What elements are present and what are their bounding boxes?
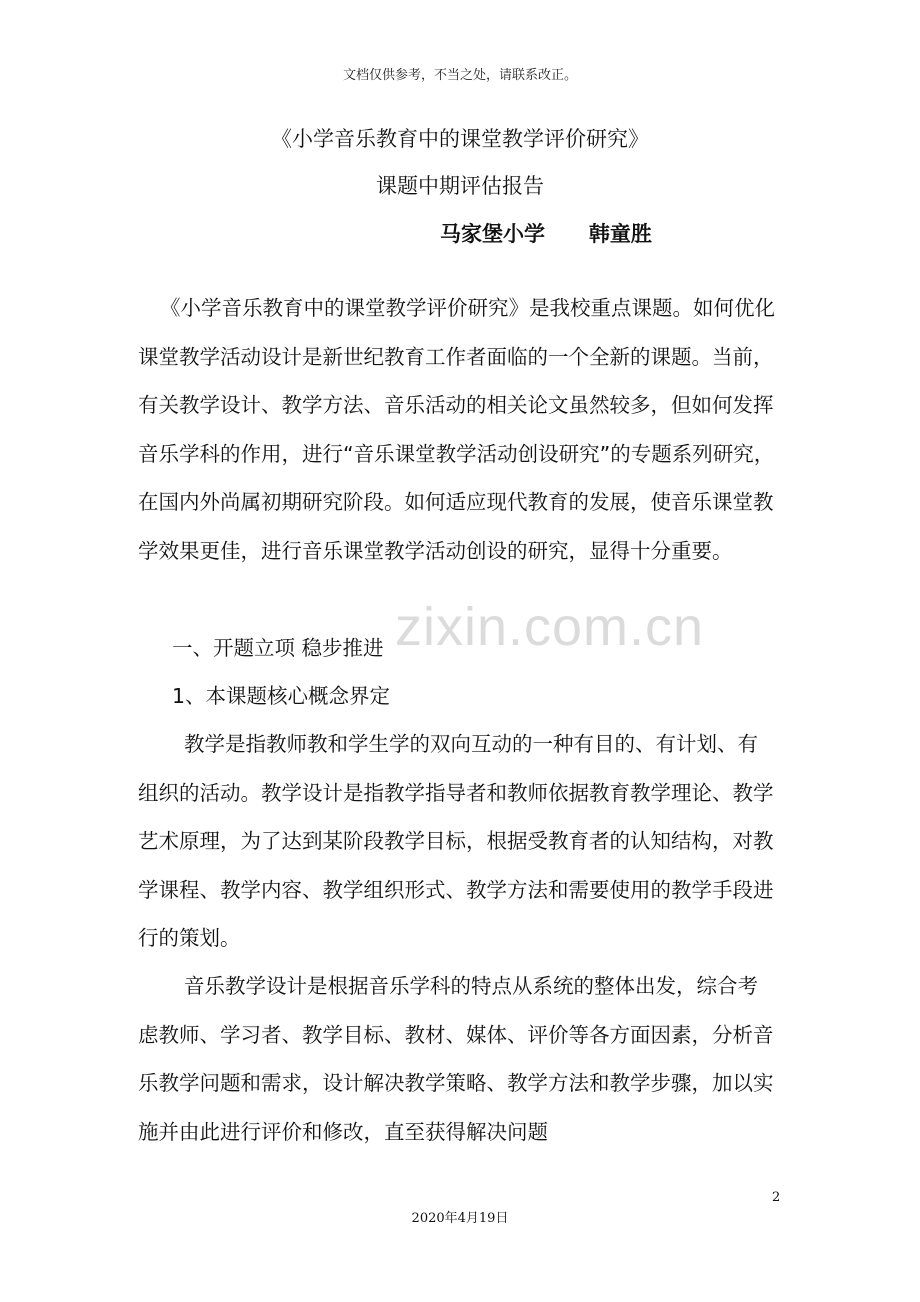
concept-paragraph-2: 音乐教学设计是根据音乐学科的特点从系统的整体出发，综合考虑教师、学习者、教学目标、教材、媒体、评价等各方面因素，分析音乐教学问题和需求，设计解决教学策略、教学方法和教学步骤，加以实施并由此进行评价和修改，直至获得解决问题 xyxy=(138,974,774,1144)
footer-date: 2020年4月19日 xyxy=(411,1211,509,1226)
watermark: zixin.com.cn xyxy=(395,597,705,657)
section-heading-1-1: 1、本课题核心概念界定 xyxy=(172,684,391,708)
section-heading-1: 一、开题立项 稳步推进 xyxy=(172,636,384,660)
document-subtitle: 课题中期评估报告 xyxy=(376,174,544,198)
concept-paragraph-1: 教学是指教师教和学生学的双向互动的一种有目的、有计划、有组织的活动。教学设计是指教学指导者和教师依据教育教学理论、教学艺术原理，为了达到某阶段教学目标，根据受教育者的认知结构，对教学课程、教学内容、教学组织形式、教学方法和需要使用的教学手段进行的策划。 xyxy=(138,732,774,951)
intro-paragraph: 《小学音乐教育中的课堂教学评价研究》是我校重点课题。如何优化课堂教学活动设计是新世纪教育工作者面临的一个全新的课题。当前，有关教学设计、教学方法、音乐活动的相关论文虽然较多，但如何发挥音乐学科的作用，进行“音乐课堂教学活动创设研究”的专题系列研究，在国内外尚属初期研究阶段。如何适应现代教育的发展，使音乐课堂教学效果更佳，进行音乐课堂教学活动创设的研究，显得十分重要。 xyxy=(138,296,775,563)
author-line: 马家堡小学 韩童胜 xyxy=(440,222,652,246)
page-number: 2 xyxy=(772,1190,781,1205)
document-title: 《小学音乐教育中的课堂教学评价研究》 xyxy=(271,127,649,151)
header-note: 文档仅供参考，不当之处，请联系改正。 xyxy=(342,68,577,83)
